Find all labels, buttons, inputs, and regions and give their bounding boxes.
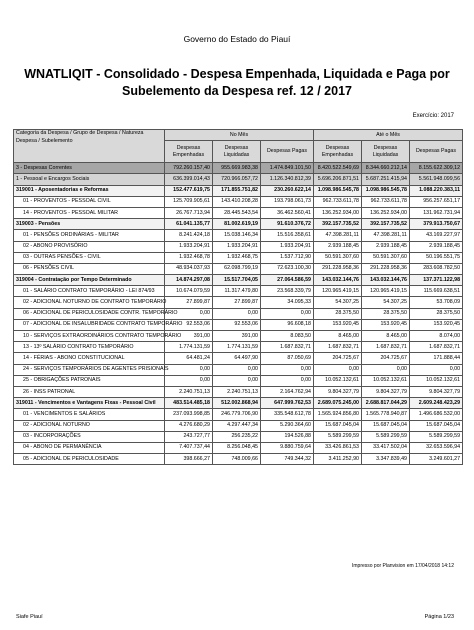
row-value: 131.962.731,94: [410, 207, 463, 218]
row-value: 53.708,09: [410, 297, 463, 308]
row-description: 02 - ADICIONAL NOTURNO: [14, 420, 165, 431]
row-value: 204.725,67: [362, 353, 410, 364]
row-value: 2.939.188,45: [314, 241, 362, 252]
government-name: Governo do Estado do Piauí: [183, 34, 291, 44]
row-value: 27.064.586,59: [261, 275, 314, 286]
row-value: 7.407.737,44: [165, 442, 213, 453]
row-value: 26.767.713,94: [165, 207, 213, 218]
row-value: 27.899,87: [213, 297, 261, 308]
row-value: 379.913.750,67: [410, 219, 463, 230]
table-row: [14, 174, 463, 185]
table-row: [14, 454, 463, 465]
row-value: 2.164.762,94: [261, 386, 314, 397]
row-value: 1.774.131,59: [165, 342, 213, 353]
row-value: 243.727,77: [165, 431, 213, 442]
row-value: 9.804.327,79: [314, 386, 362, 397]
row-value: 23.568.339,79: [261, 286, 314, 297]
table-row: [14, 364, 463, 375]
row-value: 1.933.204,91: [261, 241, 314, 252]
row-value: 3.249.601,27: [410, 454, 463, 465]
row-value: 64.497,90: [213, 353, 261, 364]
row-value: 153.920,45: [362, 319, 410, 330]
row-description: 02 - ABONO PROVISÓRIO: [14, 241, 165, 252]
row-value: 15.038.146,34: [213, 230, 261, 241]
row-value: 92.553,06: [165, 319, 213, 330]
row-value: 153.920,45: [410, 319, 463, 330]
row-value: 0,00: [261, 375, 314, 386]
row-value: 50.591.307,60: [362, 252, 410, 263]
row-description: 14 - FÉRIAS - ABONO CONSTITUCIONAL: [14, 353, 165, 364]
row-value: 8.344.660.212,14: [362, 163, 410, 174]
expense-table: [13, 129, 463, 465]
row-value: 36.462.560,41: [261, 207, 314, 218]
row-value: 137.371.122,98: [410, 275, 463, 286]
row-value: 1.687.832,71: [261, 342, 314, 353]
no-mes-header: No Mês: [165, 130, 314, 141]
row-value: 171.855.751,82: [213, 185, 261, 196]
row-value: 15.516.358,61: [261, 230, 314, 241]
row-description: 26 - INSS PATRONAL: [14, 386, 165, 397]
row-value: 1.933.204,91: [165, 241, 213, 252]
row-value: 50.591.307,60: [314, 252, 362, 263]
col-pagas-ate: Despesas Pagas: [410, 141, 463, 163]
system-name: Siafe Piauí: [16, 614, 43, 620]
row-value: 0,00: [362, 364, 410, 375]
table-row: [14, 230, 463, 241]
table-row: [14, 409, 463, 420]
row-value: 962.733.611,78: [314, 196, 362, 207]
row-value: 54.307,25: [362, 297, 410, 308]
table-row: [14, 185, 463, 196]
row-value: 1.565.778.940,87: [362, 409, 410, 420]
row-value: 54.307,25: [314, 297, 362, 308]
row-value: 1.088.220.383,11: [410, 185, 463, 196]
row-value: 5.290.364,60: [261, 420, 314, 431]
row-description: 319003 - Pensões: [14, 219, 165, 230]
row-value: 2.688.817.044,29: [362, 398, 410, 409]
row-value: 87.050,69: [261, 353, 314, 364]
row-value: 143.032.144,76: [362, 275, 410, 286]
row-value: 15.687.045,04: [314, 420, 362, 431]
col-pagas-mes: Despesas Pagas: [261, 141, 314, 163]
row-value: 1.098.986.545,78: [362, 185, 410, 196]
row-value: 3.347.839,49: [362, 454, 410, 465]
row-value: 392.157.735,52: [314, 219, 362, 230]
row-value: 335.548.612,78: [261, 409, 314, 420]
row-description: 01 - PENSÕES ORDINÁRIAS - MILITAR: [14, 230, 165, 241]
table-row: [14, 442, 463, 453]
row-description: 1 - Pessoal e Encargos Sociais: [14, 174, 165, 185]
row-value: 8.083,50: [261, 331, 314, 342]
row-value: 2.689.075.245,00: [314, 398, 362, 409]
row-value: 8.074,00: [410, 331, 463, 342]
table-row: [14, 331, 463, 342]
table-row: [14, 219, 463, 230]
row-description: 24 - SERVIÇOS TEMPORÁRIOS DE AGENTES PRISIONAIS: [14, 364, 165, 375]
table-row: [14, 386, 463, 397]
row-description: 319001 - Aposentadorias e Reformas: [14, 185, 165, 196]
page-number: Página 1/23: [424, 614, 454, 620]
table-row: [14, 308, 463, 319]
printed-by: Impresso por Planvision em 17/04/2018 14:12: [351, 563, 454, 569]
row-value: 136.252.934,00: [362, 207, 410, 218]
row-value: 4.276.680,29: [165, 420, 213, 431]
row-value: 152.477.619,75: [165, 185, 213, 196]
col-empenhadas-ate: Despesas Empenhadas: [314, 141, 362, 163]
row-value: 0,00: [165, 364, 213, 375]
row-value: 1.565.924.856,80: [314, 409, 362, 420]
table-row: [14, 275, 463, 286]
row-value: 14.874.297,08: [165, 275, 213, 286]
category-header: Categoria da Despesa / Grupo de Despesa / Natureza Despesa / Subelemento: [14, 130, 165, 163]
row-value: 72.623.100,30: [261, 263, 314, 274]
row-description: 03 - INCORPORAÇÕES: [14, 431, 165, 442]
row-value: 47.398.281,11: [314, 230, 362, 241]
row-value: 230.260.622,14: [261, 185, 314, 196]
row-value: 956.257.651,17: [410, 196, 463, 207]
row-value: 483.514.485,18: [165, 398, 213, 409]
row-description: 319011 - Vencimentos e Vantagens Fixas - Pessoal Civil: [14, 398, 165, 409]
row-value: 636.399.014,43: [165, 174, 213, 185]
row-value: 5.589.299,59: [362, 431, 410, 442]
row-description: 25 - OBRIGAÇÕES PATRONAIS: [14, 375, 165, 386]
row-value: 171.888,44: [410, 353, 463, 364]
table-row: [14, 375, 463, 386]
row-description: 10 - SERVIÇOS EXTRAORDINÁRIOS CONTRATO TEMPORÁRIO: [14, 331, 165, 342]
row-value: 115.669.638,51: [410, 286, 463, 297]
row-value: 10.674.079,59: [165, 286, 213, 297]
row-value: 1.687.832,71: [362, 342, 410, 353]
row-value: 11.317.479,80: [213, 286, 261, 297]
table-row: [14, 241, 463, 252]
row-description: 14 - PROVENTOS - PESSOAL MILITAR: [14, 207, 165, 218]
row-value: 8.420.522.549,69: [314, 163, 362, 174]
row-value: 153.920,45: [314, 319, 362, 330]
table-row: [14, 286, 463, 297]
row-value: 0,00: [213, 364, 261, 375]
row-value: 15.517.704,05: [213, 275, 261, 286]
table-row: [14, 420, 463, 431]
row-value: 256.235,22: [213, 431, 261, 442]
row-value: 5.589.299,59: [410, 431, 463, 442]
row-description: 3 - Despesas Correntes: [14, 163, 165, 174]
row-value: 792.260.157,40: [165, 163, 213, 174]
row-value: 2.240.751,13: [213, 386, 261, 397]
row-value: 10.052.132,61: [362, 375, 410, 386]
row-description: 01 - VENCIMENTOS E SALÁRIOS: [14, 409, 165, 420]
row-value: 61.041.135,77: [165, 219, 213, 230]
row-value: 33.426.861,53: [314, 442, 362, 453]
row-value: 10.052.132,61: [410, 375, 463, 386]
row-value: 1.474.849.101,50: [261, 163, 314, 174]
row-value: 81.002.619,19: [213, 219, 261, 230]
row-value: 8.241.424,18: [165, 230, 213, 241]
row-description: 13 - 13º SALÁRIO CONTRATO TEMPORÁRIO: [14, 342, 165, 353]
table-row: [14, 252, 463, 263]
row-value: 0,00: [165, 375, 213, 386]
row-value: 136.252.934,00: [314, 207, 362, 218]
table-row: [14, 263, 463, 274]
row-value: 48.934.037,93: [165, 263, 213, 274]
row-value: 15.687.045,04: [362, 420, 410, 431]
row-value: 92.553,06: [213, 319, 261, 330]
row-value: 33.417.502,04: [362, 442, 410, 453]
row-value: 194.526,88: [261, 431, 314, 442]
row-value: 0,00: [410, 364, 463, 375]
row-value: 1.537.712,90: [261, 252, 314, 263]
row-value: 91.610.376,72: [261, 219, 314, 230]
row-value: 9.804.327,79: [410, 386, 463, 397]
row-value: 1.932.468,75: [213, 252, 261, 263]
row-value: 28.375,50: [314, 308, 362, 319]
row-value: 32.653.596,94: [410, 442, 463, 453]
row-description: 06 - ADICIONAL DE PERICULOSIDADE CONTR. TEMPORÁRIO: [14, 308, 165, 319]
row-value: 1.774.131,59: [213, 342, 261, 353]
exercicio-label: Exercício: 2017: [412, 113, 454, 119]
table-row: [14, 398, 463, 409]
row-value: 96.608,18: [261, 319, 314, 330]
row-value: 0,00: [261, 364, 314, 375]
row-value: 2.939.188,45: [410, 241, 463, 252]
row-value: 5.687.251.415,94: [362, 174, 410, 185]
row-value: 962.733.611,78: [362, 196, 410, 207]
row-value: 1.933.204,91: [213, 241, 261, 252]
table-row: [14, 319, 463, 330]
row-description: 05 - ADICIONAL DE PERICULOSIDADE: [14, 454, 165, 465]
row-value: 15.687.045,04: [410, 420, 463, 431]
row-value: 1.496.686.532,00: [410, 409, 463, 420]
row-value: 291.228.958,36: [314, 263, 362, 274]
row-value: 9.880.759,64: [261, 442, 314, 453]
row-value: 2.939.188,45: [362, 241, 410, 252]
row-value: 3.411.252,90: [314, 454, 362, 465]
row-description: 03 - OUTRAS PENSÕES - CIVIL: [14, 252, 165, 263]
row-value: 647.999.762,53: [261, 398, 314, 409]
row-value: 0,00: [165, 308, 213, 319]
row-value: 398.666,27: [165, 454, 213, 465]
report-title: WNATLIQIT - Consolidado - Despesa Empenhada, Liquidada e Paga por Subelemento da Despesa ref. 12 / 2017: [24, 67, 450, 98]
row-value: 193.798.061,73: [261, 196, 314, 207]
row-value: 0,00: [261, 308, 314, 319]
row-value: 143.410.208,28: [213, 196, 261, 207]
row-value: 283.608.782,50: [410, 263, 463, 274]
table-row: [14, 431, 463, 442]
row-value: 8.256.048,45: [213, 442, 261, 453]
row-value: 0,00: [213, 308, 261, 319]
row-value: 5.561.948.099,56: [410, 174, 463, 185]
row-value: 120.965.419,15: [362, 286, 410, 297]
row-value: 1.126.340.812,39: [261, 174, 314, 185]
row-value: 0,00: [213, 375, 261, 386]
row-value: 2.609.248.423,29: [410, 398, 463, 409]
row-value: 64.481,24: [165, 353, 213, 364]
row-description: 02 - ADICIONAL NOTURNO DE CONTRATO TEMPORÁRIO: [14, 297, 165, 308]
col-liquidadas-mes: Despesas Liquidadas: [213, 141, 261, 163]
table-row: [14, 297, 463, 308]
col-liquidadas-ate: Despesas Liquidadas: [362, 141, 410, 163]
row-value: 143.032.144,76: [314, 275, 362, 286]
row-value: 43.169.227,97: [410, 230, 463, 241]
ate-mes-header: Até o Mês: [314, 130, 463, 141]
row-description: 01 - SALÁRIO CONTRATO TEMPORÁRIO - LEI 874/93: [14, 286, 165, 297]
row-value: 1.932.468,78: [165, 252, 213, 263]
table-row: [14, 163, 463, 174]
row-value: 5.589.299,59: [314, 431, 362, 442]
row-value: 10.052.132,61: [314, 375, 362, 386]
row-value: 1.687.832,71: [314, 342, 362, 353]
row-value: 62.098.799,19: [213, 263, 261, 274]
row-value: 28.375,50: [410, 308, 463, 319]
row-description: 07 - ADICIONAL DE INSALUBRIDADE CONTRATO TEMPORÁRIO: [14, 319, 165, 330]
row-value: 748.009,66: [213, 454, 261, 465]
row-value: 204.725,67: [314, 353, 362, 364]
row-value: 5.696.206.871,51: [314, 174, 362, 185]
row-value: 237.093.998,85: [165, 409, 213, 420]
row-value: 120.965.419,15: [314, 286, 362, 297]
row-description: 06 - PENSÕES CIVIL: [14, 263, 165, 274]
row-value: 720.966.057,72: [213, 174, 261, 185]
row-value: 8.465,00: [314, 331, 362, 342]
row-value: 28.445.543,54: [213, 207, 261, 218]
row-value: 391,00: [165, 331, 213, 342]
table-row: [14, 196, 463, 207]
row-value: 8.155.622.309,12: [410, 163, 463, 174]
row-value: 47.398.281,11: [362, 230, 410, 241]
table-row: [14, 342, 463, 353]
row-value: 246.779.706,90: [213, 409, 261, 420]
row-value: 0,00: [314, 364, 362, 375]
row-description: 01 - PROVENTOS - PESSOAL CIVIL: [14, 196, 165, 207]
row-value: 9.804.327,79: [362, 386, 410, 397]
row-value: 8.465,00: [362, 331, 410, 342]
col-empenhadas-mes: Despesas Empenhadas: [165, 141, 213, 163]
row-value: 392.157.735,52: [362, 219, 410, 230]
row-value: 50.196.551,75: [410, 252, 463, 263]
table-row: [14, 353, 463, 364]
row-value: 27.899,87: [165, 297, 213, 308]
row-value: 4.297.447,34: [213, 420, 261, 431]
row-value: 391,00: [213, 331, 261, 342]
row-value: 955.669.983,38: [213, 163, 261, 174]
row-value: 291.228.958,36: [362, 263, 410, 274]
row-description: 319004 - Contratação por Tempo Determinado: [14, 275, 165, 286]
row-value: 125.709.905,61: [165, 196, 213, 207]
row-description: 04 - ABONO DE PERMANÊNCIA: [14, 442, 165, 453]
row-value: 34.095,33: [261, 297, 314, 308]
row-value: 28.375,50: [362, 308, 410, 319]
row-value: 1.687.832,71: [410, 342, 463, 353]
table-row: [14, 207, 463, 218]
row-value: 2.240.751,13: [165, 386, 213, 397]
row-value: 1.098.986.545,78: [314, 185, 362, 196]
row-value: 512.002.868,94: [213, 398, 261, 409]
row-value: 749.344,32: [261, 454, 314, 465]
